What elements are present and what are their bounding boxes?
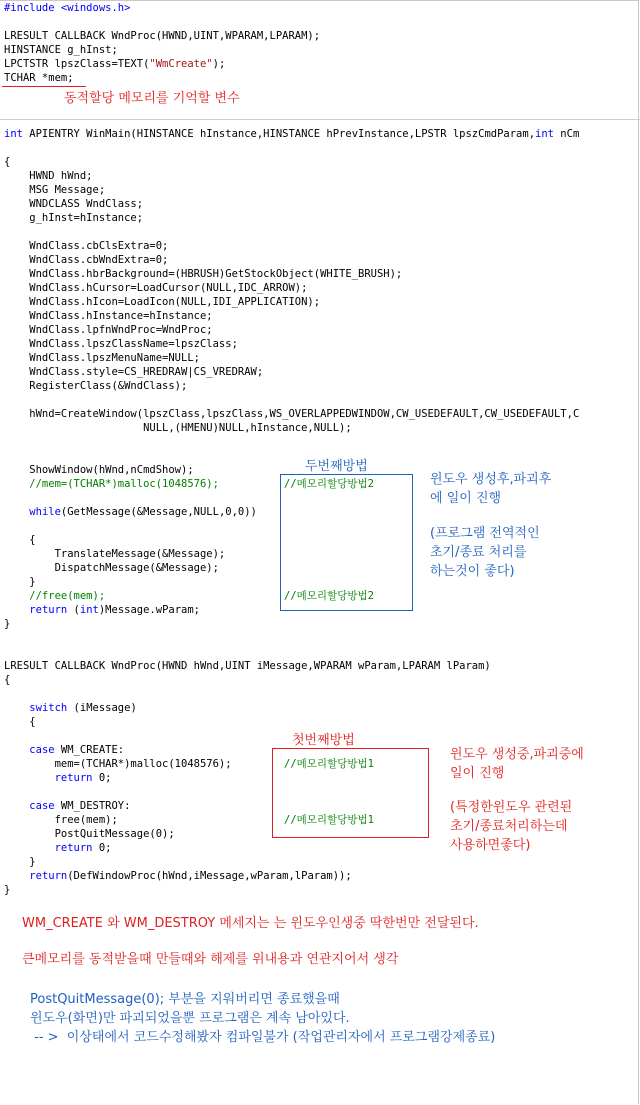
return-zero-value-2: 0; (92, 842, 112, 854)
register-class: RegisterClass(&WndClass); (4, 380, 188, 392)
while-condition: (GetMessage(&Message,NULL,0,0)) (60, 506, 257, 518)
keyword-return-1: return (54, 772, 93, 784)
wc-line-3: WndClass.hbrBackground=(HBRUSH)GetStockObject(WHITE_BRUSH); (4, 268, 403, 280)
wc-line-1: WndClass.cbClsExtra=0; (4, 240, 169, 252)
inner-close-brace: } (4, 576, 36, 588)
decl-hinst: HINSTANCE g_hInst; (4, 44, 118, 56)
footer-note-2: 큰메모리를 동적받을때 만들때와 해제를 위내용과 연관지어서 생각 (22, 952, 399, 967)
switch-expression: (iMessage) (67, 702, 137, 714)
return-value: )Message.wParam; (98, 604, 201, 616)
return-defwindowproc (4, 869, 352, 883)
dispatch-message: DispatchMessage(&Message); (4, 562, 219, 574)
decl-class-suffix: ); (212, 58, 226, 70)
keyword-int: int (4, 128, 23, 140)
first-method-description: 윈도우 생성중,파괴중에 일이 진행 (450, 747, 584, 781)
decl-class-prefix: LPCTSTR lpszClass=TEXT( (4, 58, 150, 70)
case-create-line (4, 743, 124, 757)
show-window: ShowWindow(hWnd,nCmdShow); (4, 464, 194, 476)
free-comment: //free(mem); (4, 590, 106, 602)
wc-line-4: WndClass.hCursor=LoadCursor(NULL,IDC_ARROW); (4, 282, 308, 294)
decl-wndproc: LRESULT CALLBACK WndProc(HWND,UINT,WPARAM,LPARAM); (4, 30, 321, 42)
translate-message: TranslateMessage(&Message); (4, 548, 226, 560)
return-zero-value-1: 0; (92, 772, 112, 784)
include-directive: #include <windows.h> (4, 2, 131, 14)
annotation-dynamic-var: 동적할당 메모리를 기억할 변수 (64, 91, 240, 106)
keyword-case: case (29, 744, 55, 756)
while-line (4, 505, 257, 519)
second-method-description: 윈도우 생성후,파괴후 에 일이 진행 (430, 472, 552, 506)
keyword-return-def: return (29, 870, 68, 882)
keyword-int-2: int (535, 128, 554, 140)
wndproc-close-brace: } (4, 884, 11, 896)
second-method-label: 두번째방법 (305, 459, 368, 474)
wc-line-8: WndClass.lpszClassName=lpszClass; (4, 338, 238, 350)
switch-close-brace: } (4, 856, 36, 868)
winmain-sig-text: APIENTRY WinMain(HINSTANCE hInstance,HINSTANCE hPrevInstance,LPSTR lpszCmdParam, (22, 128, 536, 140)
keyword-int-cast: int (79, 604, 99, 616)
winmain-close-brace: } (4, 618, 11, 630)
comment-method2-top: //메모리할당방법2 (284, 478, 374, 490)
first-method-label: 첫번째방법 (292, 733, 355, 748)
case-create-label: WM_CREATE: (54, 744, 125, 756)
wc-line-5: WndClass.hIcon=LoadIcon(NULL,IDI_APPLICATION); (4, 296, 321, 308)
comment-method2-bottom: //메모리할당방법2 (284, 590, 374, 602)
keyword-return-2: return (54, 842, 93, 854)
switch-open-brace: { (4, 716, 36, 728)
return-zero-2 (4, 841, 111, 855)
comment-method1-top: //메모리할당방법1 (284, 758, 374, 770)
footer-note-1: WM_CREATE 와 WM_DESTROY 메세지는 는 윈도우인생중 딱한번만 전달된다. (22, 916, 479, 931)
wndproc-open-brace: { (4, 674, 11, 686)
wc-line-7: WndClass.lpfnWndProc=WndProc; (4, 324, 213, 336)
postquit-line: PostQuitMessage(0); (4, 828, 175, 840)
wc-line-10: WndClass.style=CS_HREDRAW|CS_VREDRAW; (4, 366, 264, 378)
case-destroy-label: WM_DESTROY: (54, 800, 131, 812)
defwindowproc-call: (DefWindowProc(hWnd,iMessage,wParam,lParam)); (67, 870, 352, 882)
malloc-line: mem=(TCHAR*)malloc(1048576); (4, 758, 232, 770)
winmain-open-brace: { (4, 156, 11, 168)
second-method-note: (프로그램 전역적인 초기/종료 처리를 하는것이 좋다) (430, 526, 540, 579)
comment-method1-bottom: //메모리할당방법1 (284, 814, 374, 826)
include-line (4, 1, 130, 15)
wc-line-6: WndClass.hInstance=hInstance; (4, 310, 213, 322)
keyword-case-2: case (29, 800, 55, 812)
return-line (4, 603, 200, 617)
mem-underline (2, 86, 86, 87)
ginst-assign: g_hInst=hInstance; (4, 212, 144, 224)
decl-class-string: "WmCreate" (149, 58, 213, 70)
first-method-note: (특정한윈도우 관련된 초기/종료처리하는데 사용하면좋다) (450, 800, 573, 853)
footer-note-3: PostQuitMessage(0); 부분을 지워버리면 종료했을때 윈도우(화면)만 파괴되었을뿐 프로그램은 계속 남아있다. -- > 이상태에서 코드수정해봤자 컴파일불가 (작업관리자에서 프로그램강제종료) (30, 992, 496, 1045)
return-zero-1 (4, 771, 111, 785)
separator-line (0, 119, 640, 120)
free-line: free(mem); (4, 814, 118, 826)
switch-line (4, 701, 137, 715)
wndclass-decl: WNDCLASS WndClass; (4, 198, 144, 210)
winmain-sig-tail: nCm (553, 128, 580, 140)
keyword-return: return (29, 604, 68, 616)
winmain-signature (4, 127, 579, 141)
keyword-while: while (29, 506, 61, 518)
return-open-paren: ( (67, 604, 80, 616)
inner-open-brace: { (4, 534, 36, 546)
hwnd-decl: HWND hWnd; (4, 170, 93, 182)
keyword-switch: switch (29, 702, 68, 714)
wc-line-2: WndClass.cbWndExtra=0; (4, 254, 169, 266)
create-window-2: NULL,(HMENU)NULL,hInstance,NULL); (4, 422, 352, 434)
decl-mem: TCHAR *mem; (4, 72, 74, 84)
wc-line-9: WndClass.lpszMenuName=NULL; (4, 352, 200, 364)
msg-decl: MSG Message; (4, 184, 106, 196)
malloc-comment: //mem=(TCHAR*)malloc(1048576); (4, 478, 219, 490)
wndproc-signature: LRESULT CALLBACK WndProc(HWND hWnd,UINT iMessage,WPARAM wParam,LPARAM lParam) (4, 660, 491, 672)
case-destroy-line (4, 799, 130, 813)
decl-lpszclass (4, 57, 225, 71)
create-window-1: hWnd=CreateWindow(lpszClass,lpszClass,WS_OVERLAPPEDWINDOW,CW_USEDEFAULT,CW_USEDEFAULT,C (4, 408, 580, 420)
